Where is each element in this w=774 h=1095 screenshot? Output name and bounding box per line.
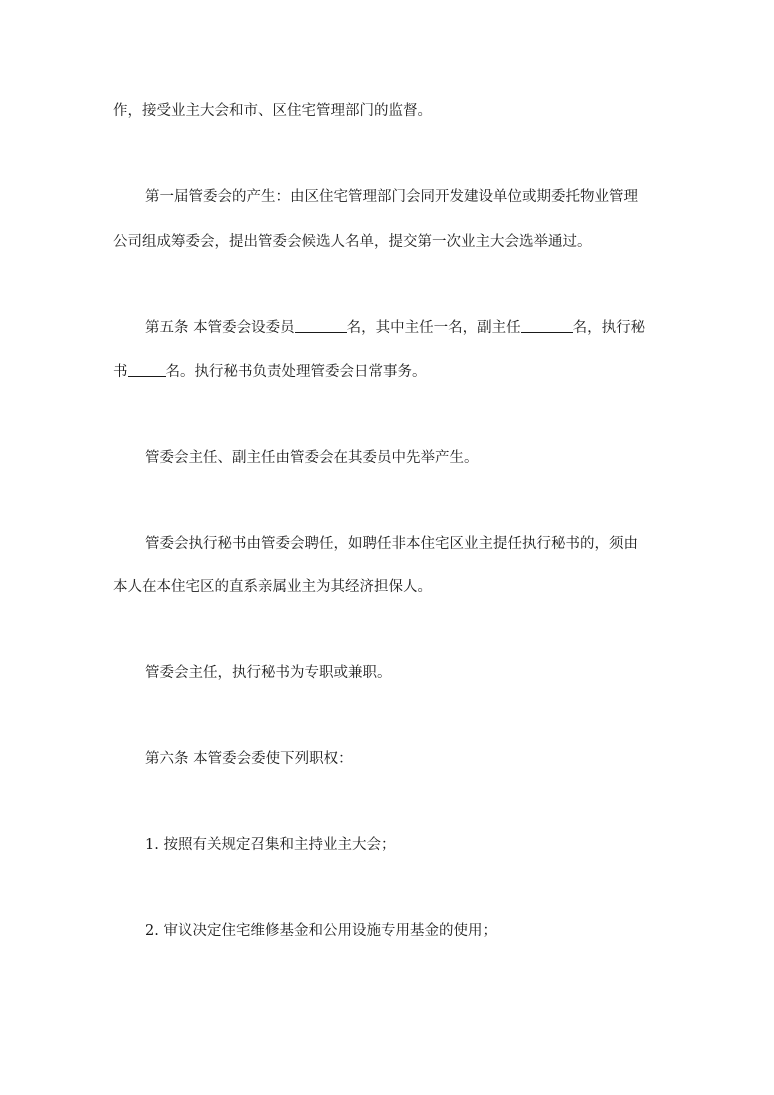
members-count-blank[interactable] — [295, 318, 347, 333]
list-item-2: 2. 审议决定住宅维修基金和公用设施专用基金的使用； — [145, 923, 497, 939]
article-5-text-b: 名，其中主任一名，副主任 — [346, 320, 521, 336]
article-5-text-c: 名，执行秘 — [572, 320, 646, 336]
paragraph-secretary-line1: 管委会执行秘书由管委会聘任，如聘任非本住宅区业主提任执行秘书的，须由 — [145, 536, 638, 552]
article-5-line2 — [113, 362, 427, 382]
vice-director-count-blank[interactable] — [521, 318, 573, 333]
paragraph-intro-tail: 作，接受业主大会和市、区住宅管理部门的监督。 — [113, 103, 432, 119]
paragraph-first-committee-line2: 公司组成筹委会，提出管委会候选人名单，提交第一次业主大会选举通过。 — [113, 234, 592, 250]
article-5-line1 — [145, 318, 645, 338]
paragraph-fulltime: 管委会主任，执行秘书为专职或兼职。 — [145, 665, 392, 681]
paragraph-secretary-line2: 本人在本住宅区的直系亲属业主为其经济担保人。 — [113, 579, 432, 595]
article-6-heading: 第六条 本管委会委使下列职权： — [145, 751, 353, 767]
article-5-text-e: 名。执行秘书负责处理管委会日常事务。 — [165, 364, 427, 380]
paragraph-director-election: 管委会主任、副主任由管委会在其委员中先举产生。 — [145, 450, 479, 466]
list-item-1: 1. 按照有关规定召集和主持业主大会； — [145, 837, 396, 853]
secretary-count-blank[interactable] — [128, 362, 166, 377]
paragraph-first-committee-line1: 第一届管委会的产生：由区住宅管理部门会同开发建设单位或期委托物业管理 — [145, 189, 638, 205]
article-5-text-d: 书 — [113, 364, 128, 380]
article-5-text-a: 第五条 本管委会设委员 — [145, 320, 295, 336]
